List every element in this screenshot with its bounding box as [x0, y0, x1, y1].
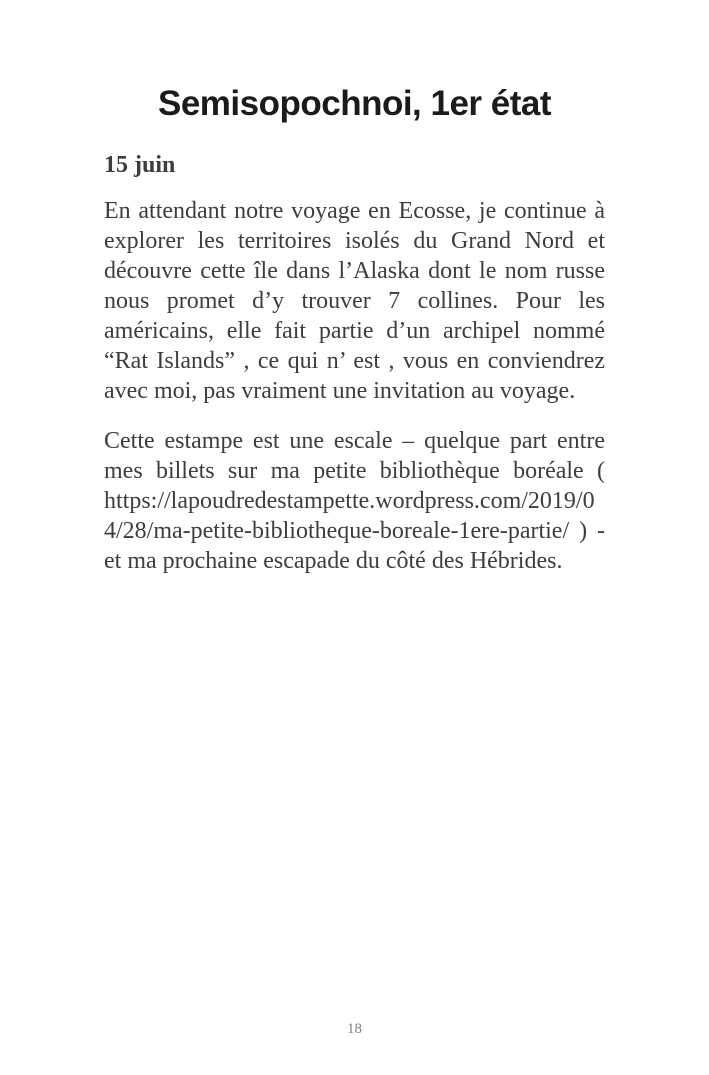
chapter-title: Semisopochnoi, 1er état	[157, 84, 552, 123]
body-paragraph: En attendant notre voyage en Ecosse, je continue à explorer les territoires isolés du Grand Nord et découvre cette île dans l’Alaska dont le nom russe nous promet d’y trouver 7 collines. Pour les américains, elle fait partie d’un archipel nommé “Rat Islands” , ce qui n’ est , vous en conviendrez avec moi, pas vraiment une invitation au voyage.	[104, 198, 605, 404]
date-heading: 15 juin	[104, 152, 176, 178]
text-column	[0, 83, 709, 576]
body-paragraph: Cette estampe est une escale – quelque part entre mes billets sur ma petite bibliothèque boréale ( https://lapoudredestampette.wordpress.com/2019/04/28/ma-petite-bibliotheque-boreale-1ere-partie/ ) -et ma prochaine escapade du côté des Hébrides.	[104, 428, 605, 574]
ebook-page	[0, 83, 709, 1075]
page-number: 18	[347, 1021, 362, 1037]
